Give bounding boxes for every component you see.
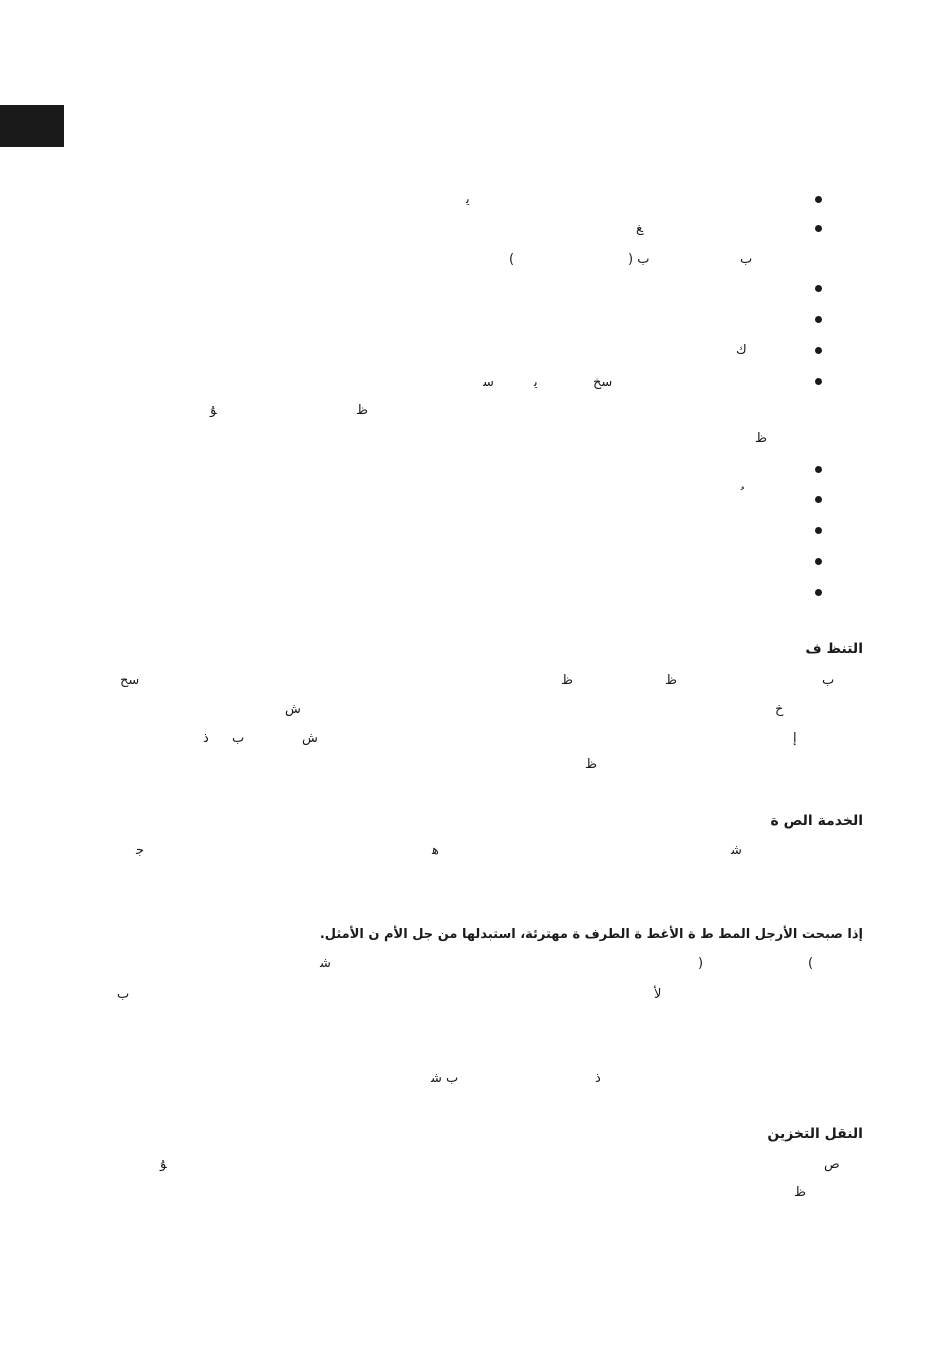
transport-text: ص: [824, 1157, 840, 1172]
maintenance-heading: الخدمة الص ة: [770, 813, 863, 829]
list-text: ﯾ: [466, 192, 470, 207]
list-bullet: [815, 316, 822, 323]
list-bullet: [815, 558, 822, 565]
list-bullet: [815, 527, 822, 534]
feet-bold-line: إذا صبحت الأرجل المط ط ة الأغط ة الطرف ة مهترئة، استبدلها من جل الأم ن الأمثل.: [319, 927, 863, 942]
maintenance-text: ﺟ: [136, 843, 145, 858]
list-text: ب (: [628, 252, 650, 267]
list-text: ﯾ: [534, 375, 538, 390]
feet-text: ﺫ: [595, 1071, 601, 1086]
list-bullet: [815, 496, 822, 503]
list-bullet: [815, 466, 822, 473]
cleaning-heading: التنظ ف: [805, 641, 863, 657]
maintenance-text: ﺷ: [731, 843, 742, 858]
feet-text: ب ﺷ: [431, 1071, 459, 1086]
page-tab-marker: [0, 105, 64, 147]
list-bullet: [815, 589, 822, 596]
cleaning-text: خ: [775, 702, 784, 717]
list-text: ب: [740, 252, 753, 267]
cleaning-text: إ: [793, 731, 797, 746]
cleaning-text: ش: [302, 731, 318, 746]
feet-text: ب: [117, 987, 130, 1002]
cleaning-text: ذ: [203, 731, 209, 746]
maintenance-text: ﻫ: [432, 843, 439, 858]
list-bullet: [815, 347, 822, 354]
list-bullet: [815, 378, 822, 385]
transport-text: ظ: [794, 1185, 807, 1200]
cleaning-text: ظ: [665, 673, 678, 688]
feet-text: ﻷ: [654, 987, 662, 1002]
transport-text: ﯘ: [160, 1157, 167, 1172]
list-text: ظ: [356, 403, 369, 418]
list-bullet: [815, 196, 822, 203]
feet-text: ﺷ: [320, 956, 331, 971]
list-text: ﺳ: [483, 375, 494, 390]
list-bullet: [815, 225, 822, 232]
list-text: ﯘ: [210, 403, 217, 418]
list-text: ): [509, 252, 515, 267]
list-bullet: [815, 285, 822, 292]
cleaning-text: ب: [822, 673, 835, 688]
cleaning-text: ظ: [585, 757, 598, 772]
feet-text: (: [698, 956, 704, 971]
list-text: ظ: [755, 431, 768, 446]
transport-heading: النقل التخزين: [767, 1126, 863, 1142]
cleaning-text: ﺳﺢ: [120, 673, 140, 688]
cleaning-text: ش: [285, 702, 301, 717]
list-text: ﻎ: [636, 221, 643, 236]
cleaning-text: ب: [232, 731, 245, 746]
list-text: ك: [736, 343, 747, 358]
feet-text: ): [808, 956, 814, 971]
list-text: ﺳﺦ: [593, 375, 613, 390]
cleaning-text: ظ: [561, 673, 574, 688]
